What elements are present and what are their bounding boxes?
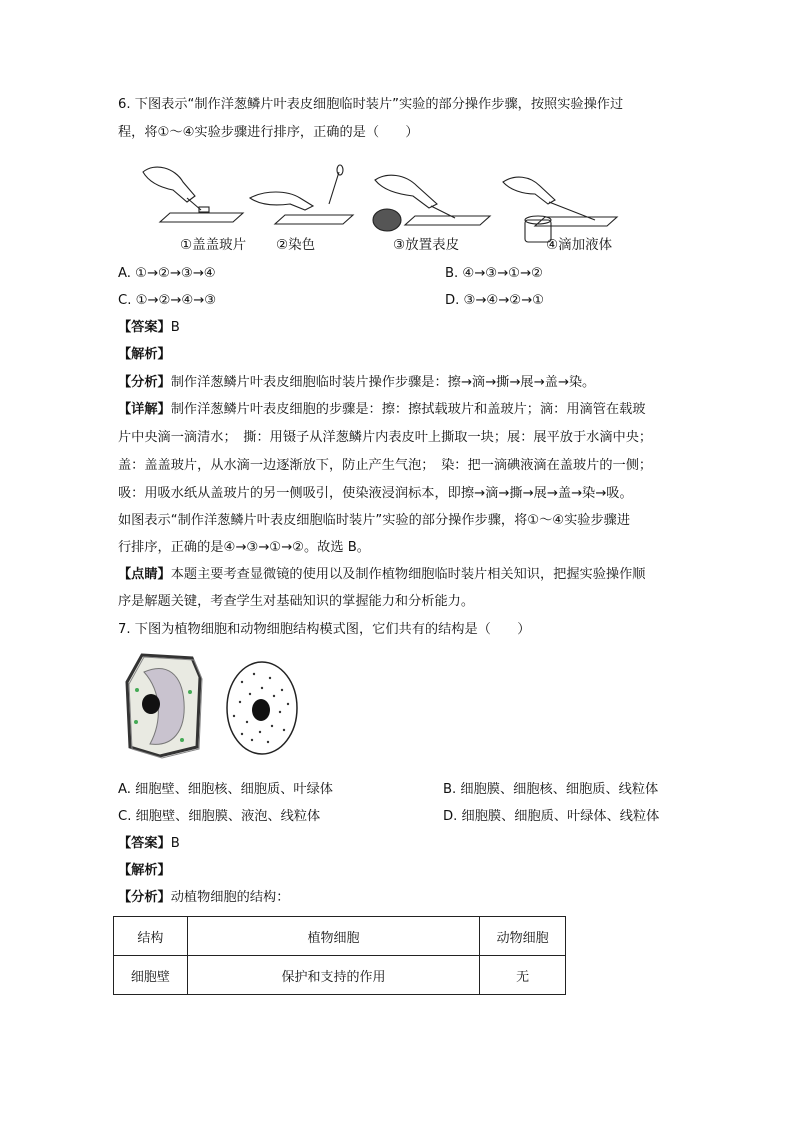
q7-fenxi bbox=[118, 888, 678, 908]
answer-value: B bbox=[170, 320, 180, 335]
answer-tag: 【答案】 bbox=[118, 836, 171, 851]
q6-xiangjie-line5: 如图表示“制作洋葱鳞片叶表皮细胞临时装片”实验的部分操作步骤，将①～④实验步骤进 bbox=[118, 513, 631, 528]
q7-cell-figure bbox=[122, 652, 302, 762]
q7-option-d[interactable]: D. 细胞膜、细胞质、叶绿体、线粒体 bbox=[443, 809, 660, 824]
q6-option-a[interactable]: A. ①→②→③→④ bbox=[118, 266, 216, 281]
q7-option-b[interactable]: B. 细胞膜、细胞核、细胞质、线粒体 bbox=[443, 782, 659, 797]
slide-3 bbox=[405, 216, 490, 225]
fenxi-tag: 【分析】 bbox=[118, 375, 171, 390]
table-cell: 细胞壁 bbox=[114, 956, 188, 995]
q6-dianjing-line2: 序是解题关键，考查学生对基础知识的掌握能力和分析能力。 bbox=[118, 594, 475, 609]
q6-xiangjie-line2: 片中央滴一滴清水； 撕：用镊子从洋葱鳞片内表皮叶上撕取一块；展：展平放于水滴中央； bbox=[118, 430, 653, 445]
q6-option-d[interactable]: D. ③→④→②→① bbox=[445, 293, 544, 308]
slide-2 bbox=[275, 215, 353, 224]
q7-analysis-tag: 【解析】 bbox=[118, 863, 171, 878]
dianjing-tag: 【点睛】 bbox=[118, 567, 171, 582]
cell-structure-table bbox=[113, 916, 566, 995]
q6-fenxi bbox=[118, 373, 678, 393]
hand-1 bbox=[143, 167, 195, 202]
slide-1 bbox=[160, 213, 243, 222]
table-header-cell: 植物细胞 bbox=[187, 917, 479, 956]
q6-caption-2: ②染色 bbox=[276, 237, 316, 253]
q6-xiangjie-line4: 吸：用吸水纸从盖玻片的另一侧吸引，使染液浸润标本，即擦→滴→撕→展→盖→染→吸。 bbox=[118, 486, 633, 501]
q6-option-c[interactable]: C. ①→②→④→③ bbox=[118, 293, 217, 308]
q6-caption-1: ①盖盖玻片 bbox=[180, 237, 247, 253]
q6-xiangjie-line3: 盖：盖盖玻片，从水滴一边逐渐放下，防止产生气泡； 染：把一滴碘液滴在盖玻片的一侧； bbox=[118, 458, 653, 473]
hand-3 bbox=[375, 175, 437, 208]
xiangjie-tag: 【详解】 bbox=[118, 402, 171, 417]
plant-cell bbox=[127, 655, 202, 758]
hand-2 bbox=[250, 192, 313, 210]
q6-analysis-tag: 【解析】 bbox=[118, 347, 171, 362]
q6-answer bbox=[118, 318, 678, 338]
onion bbox=[373, 209, 401, 231]
dianjing-text: 本题主要考查显微镜的使用以及制作植物细胞临时装片相关知识，把握实验操作顺 bbox=[170, 567, 646, 582]
table-cell: 保护和支持的作用 bbox=[187, 956, 479, 995]
answer-value: B bbox=[170, 836, 180, 851]
xiangjie-text: 制作洋葱鳞片叶表皮细胞的步骤是：擦：擦拭载玻片和盖玻片；滴：用滴管在载玻 bbox=[170, 402, 646, 417]
q6-caption-3: ③放置表皮 bbox=[393, 237, 460, 253]
q6-option-b[interactable]: B. ④→③→①→② bbox=[445, 266, 543, 281]
q6-stem-line1: 6. 下图表示“制作洋葱鳞片叶表皮细胞临时装片”实验的部分操作步骤，按照实验操作过 bbox=[118, 97, 624, 112]
table-header-cell: 结构 bbox=[114, 917, 188, 956]
table-cell: 无 bbox=[480, 956, 566, 995]
answer-tag: 【答案】 bbox=[118, 320, 171, 335]
slide-4 bbox=[535, 217, 617, 226]
q7-stem: 7. 下图为植物细胞和动物细胞结构模式图，它们共有的结构是（ ） bbox=[118, 622, 531, 637]
fenxi-text: 动植物细胞的结构： bbox=[170, 890, 290, 905]
animal-cell bbox=[227, 662, 297, 754]
q6-caption-4: ④滴加液体 bbox=[546, 237, 613, 253]
q6-xiangjie-line6: 行排序，正确的是④→③→①→②。故选 B。 bbox=[118, 540, 370, 555]
fenxi-text: 制作洋葱鳞片叶表皮细胞临时装片操作步骤是：擦→滴→撕→展→盖→染。 bbox=[170, 375, 596, 390]
q6-xiangjie-line1 bbox=[118, 400, 678, 420]
dropper bbox=[329, 172, 339, 204]
q7-answer bbox=[118, 834, 678, 854]
q7-option-c[interactable]: C. 细胞壁、细胞膜、液泡、线粒体 bbox=[118, 809, 321, 824]
q7-option-a[interactable]: A. 细胞壁、细胞核、细胞质、叶绿体 bbox=[118, 782, 333, 797]
hand-4 bbox=[503, 177, 555, 204]
table-header-row bbox=[114, 917, 566, 956]
q6-stem-line2: 程，将①～④实验步骤进行排序，正确的是（ ） bbox=[118, 125, 419, 140]
fenxi-tag: 【分析】 bbox=[118, 890, 171, 905]
q6-dianjing-line1 bbox=[118, 565, 678, 585]
table-row bbox=[114, 956, 566, 995]
table-header-cell: 动物细胞 bbox=[480, 917, 566, 956]
